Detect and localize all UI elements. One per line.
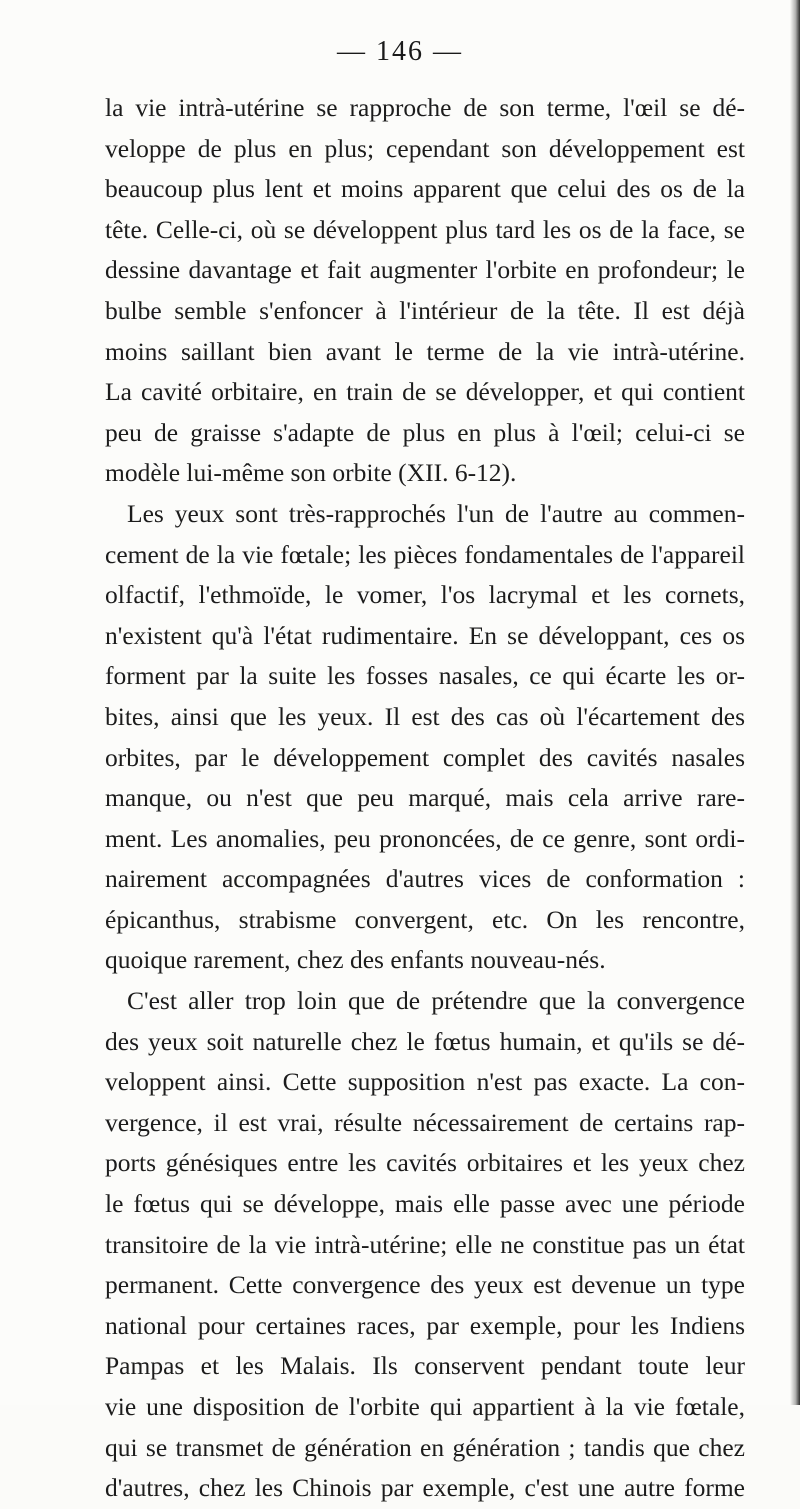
text-line: nairement accompagnées d'autres vices de conformation :: [105, 864, 745, 894]
text-line: moins saillant bien avant le terme de la vie intrà-utérine.: [105, 336, 745, 366]
text-line: transitoire de la vie intrà-utérine; elle ne constitue pas un état: [105, 1229, 745, 1259]
body-text: [105, 88, 745, 1509]
text-line: veloppe de plus en plus; cependant son développement est: [105, 133, 745, 163]
page-number-header: — 146 —: [337, 36, 463, 67]
text-line: beaucoup plus lent et moins apparent que celui des os de la: [105, 174, 745, 204]
text-line: tête. Celle-ci, où se développent plus tard les os de la face, se: [105, 214, 745, 244]
binding-shadow: [790, 0, 800, 1405]
text-line: la vie intrà-utérine se rapproche de son terme, l'œil se dé-: [105, 93, 745, 122]
text-line: épicanthus, strabisme convergent, etc. On les rencontre,: [105, 904, 745, 934]
text-line: bites, ainsi que les yeux. Il est des cas où l'écartement des: [105, 701, 745, 731]
text-line: orbites, par le développement complet des cavités nasales: [105, 742, 745, 772]
text-line: Les yeux sont très-rapprochés l'un de l'autre au commen-: [127, 498, 745, 528]
text-line: d'autres, chez les Chinois par exemple, c'est une autre forme: [105, 1473, 745, 1503]
text-line: modèle lui-même son orbite (XII. 6-12).: [105, 458, 517, 488]
text-line: cement de la vie fœtale; les pièces fondamentales de l'appareil: [105, 539, 745, 569]
text-line: n'existent qu'à l'état rudimentaire. En se développant, ces os: [105, 620, 745, 650]
text-line: ment. Les anomalies, peu prononcées, de ce genre, sont ordi-: [105, 823, 745, 853]
text-line: qui se transmet de génération en génération ; tandis que chez: [105, 1432, 745, 1462]
text-line: quoique rarement, chez des enfants nouveau-nés.: [105, 945, 606, 975]
text-line: C'est aller trop loin que de prétendre que la convergence: [127, 986, 745, 1016]
text-line: des yeux soit naturelle chez le fœtus humain, et qu'ils se dé-: [105, 1026, 745, 1056]
text-line: forment par la suite les fosses nasales, ce qui écarte les or-: [105, 661, 745, 691]
text-line: peu de graisse s'adapte de plus en plus à l'œil; celui-ci se: [105, 417, 745, 447]
text-line: manque, ou n'est que peu marqué, mais cela arrive rare-: [105, 783, 745, 813]
text-line: bulbe semble s'enfoncer à l'intérieur de la tête. Il est déjà: [105, 295, 745, 325]
text-line: permanent. Cette convergence des yeux est devenue un type: [105, 1270, 745, 1300]
text-line: veloppent ainsi. Cette supposition n'est pas exacte. La con-: [105, 1067, 745, 1097]
text-line: national pour certaines races, par exemple, pour les Indiens: [105, 1310, 745, 1340]
text-line: ports génésiques entre les cavités orbitaires et les yeux chez: [105, 1148, 745, 1178]
text-line: Pampas et les Malais. Ils conservent pendant toute leur: [105, 1351, 745, 1381]
text-line: dessine davantage et fait augmenter l'orbite en profondeur; le: [105, 255, 745, 285]
text-line: vie une disposition de l'orbite qui appartient à la vie fœtale,: [105, 1392, 745, 1421]
text-line: La cavité orbitaire, en train de se développer, et qui contient: [105, 377, 745, 407]
text-line: le fœtus qui se développe, mais elle passe avec une période: [105, 1189, 745, 1219]
text-line: vergence, il est vrai, résulte nécessairement de certains rap-: [105, 1107, 745, 1137]
text-line: olfactif, l'ethmoïde, le vomer, l'os lacrymal et les cornets,: [105, 580, 745, 610]
